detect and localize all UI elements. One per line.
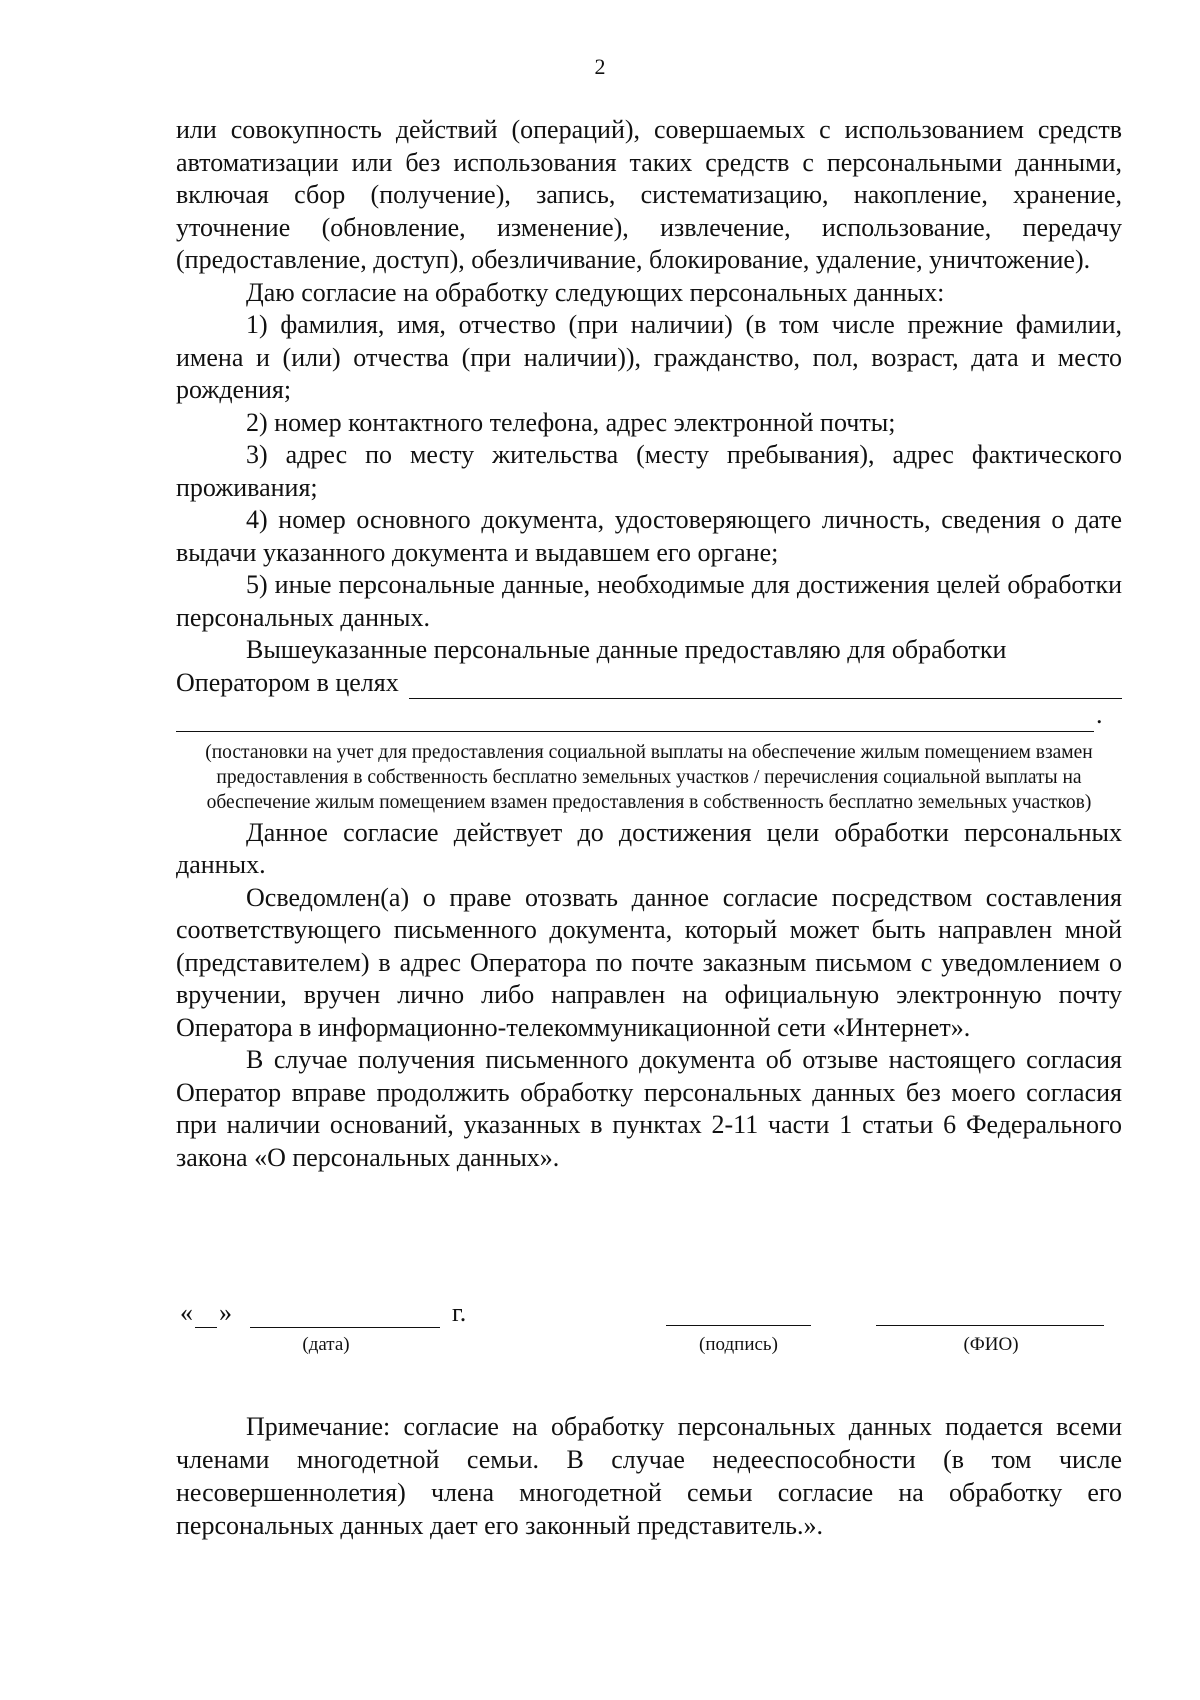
list-item-document: 4) номер основного документа, удостоверяющего личность, сведения о дате выдачи указанного документа и выдавшем его органе;: [176, 505, 1122, 567]
paragraph-operator-rights: В случае получения письменного документа об отзыве настоящего согласия Оператор вправе продолжить обработку персональных данных без моего согласия при наличии оснований, указанных в пунктах 2-11 части 1 статьи 6 Федерального закона «О персональных данных».: [176, 1045, 1122, 1172]
paragraph-consent-intro: Даю согласие на обработку следующих персональных данных:: [246, 277, 945, 307]
list-item-name: 1) фамилия, имя, отчество (при наличии) (в том числе прежние фамилии, имена и (или) отчества (при наличии)), гражданство, пол, возраст, дата и место рождения;: [176, 310, 1122, 404]
quote-close: »: [219, 1298, 232, 1327]
signature-caption: (подпись): [699, 1334, 778, 1355]
purpose-options-note: (постановки на учет для предоставления социальной выплаты на обеспечение жилым помещением взамен предоставления в собственность бесплатно земельных участков / перечисления социальной выплаты на обеспечение жилым помещением взамен предоставления в собственность бесплатно земельных участков): [205, 741, 1093, 813]
list-item-address: 3) адрес по месту жительства (месту пребывания), адрес фактического проживания;: [176, 440, 1122, 502]
month-year-blank[interactable]: [250, 1305, 440, 1328]
paragraph-validity: Данное согласие действует до достижения цели обработки персональных данных.: [176, 817, 1122, 879]
purpose-line-row: [176, 667, 1122, 700]
quote-open: «: [180, 1298, 193, 1327]
name-caption: (ФИО): [963, 1334, 1019, 1355]
date-field: [180, 1298, 466, 1328]
remark-note: Примечание: согласие на обработку персональных данных подается всеми членами многодетной семьи. В случае недееспособности (в том числе несовершеннолетия) члена многодетной семьи согласие на обработку его персональных данных дает его законный представитель.».: [176, 1412, 1122, 1540]
signature-blank-line[interactable]: [666, 1324, 811, 1326]
day-blank[interactable]: [195, 1305, 217, 1328]
list-item-phone: 2) номер контактного телефона, адрес электронной почты;: [246, 407, 896, 437]
purpose-label: Оператором в целях: [176, 667, 399, 697]
date-caption: (дата): [302, 1334, 350, 1355]
signature-block: [176, 1298, 1122, 1378]
name-blank-line[interactable]: [876, 1324, 1104, 1326]
purpose-blank-line-2[interactable]: [176, 705, 1094, 732]
paragraph-processing-definition: или совокупность действий (операций), совершаемых с использованием средств автоматизации или без использования таких средств с персональными данными, включая сбор (получение), запись, систематизацию, накопление, хранение, уточнение (обновление, изменение), извлечение, использование, передачу (предоставление, доступ), обезличивание, блокирование, удаление, уничтожение).: [176, 115, 1122, 274]
paragraph-purpose-lead: Вышеуказанные персональные данные предоставляю для обработки: [246, 635, 1007, 664]
paragraph-withdrawal: Осведомлен(а) о праве отозвать данное согласие посредством составления соответствующего письменного документа, который может быть направлен мной (представителем) в адрес Оператора по почте заказным письмом с уведомлением о вручении, вручен лично либо направлен на официальную электронную почту Оператора в информационно-телекоммуникационной сети «Интернет».: [176, 882, 1122, 1042]
page-number: 2: [594, 54, 606, 79]
list-item-other: 5) иные персональные данные, необходимые для достижения целей обработки персональных данных.: [176, 570, 1122, 632]
purpose-line-row-2: [176, 699, 1122, 732]
year-suffix: г.: [452, 1298, 467, 1327]
purpose-line-end: .: [1096, 700, 1103, 729]
consent-body: [176, 114, 1122, 1174]
purpose-blank-line[interactable]: [409, 674, 1122, 699]
